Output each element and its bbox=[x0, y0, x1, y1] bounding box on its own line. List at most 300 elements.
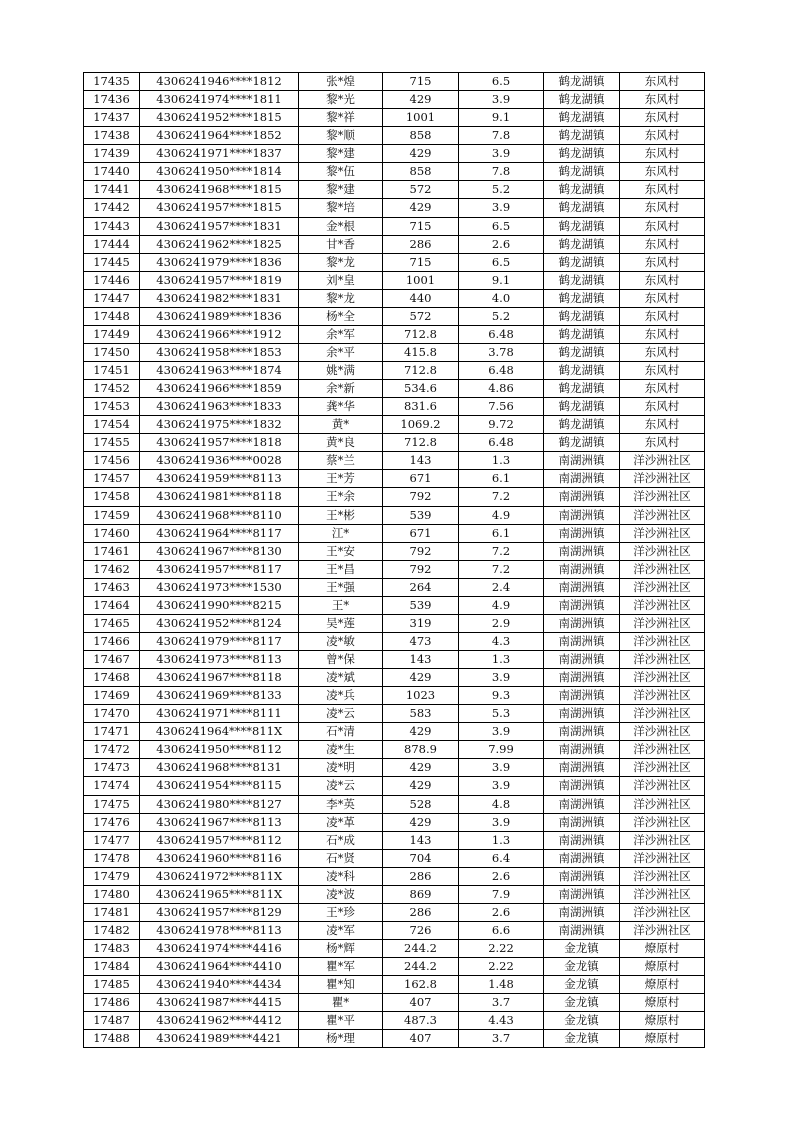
amount-cell: 319 bbox=[383, 614, 459, 632]
town-cell: 南湖洲镇 bbox=[544, 542, 620, 560]
name-cell: 姚*满 bbox=[299, 362, 383, 380]
serial-number-cell: 17451 bbox=[84, 362, 140, 380]
amount-cell: 407 bbox=[383, 994, 459, 1012]
area-cell: 7.2 bbox=[459, 542, 544, 560]
village-cell: 洋沙洲社区 bbox=[620, 651, 705, 669]
area-cell: 2.6 bbox=[459, 903, 544, 921]
name-cell: 凌*兵 bbox=[299, 687, 383, 705]
serial-number-cell: 17452 bbox=[84, 380, 140, 398]
village-cell: 东风村 bbox=[620, 91, 705, 109]
area-cell: 3.7 bbox=[459, 994, 544, 1012]
serial-number-cell: 17488 bbox=[84, 1030, 140, 1048]
serial-number-cell: 17481 bbox=[84, 903, 140, 921]
area-cell: 6.48 bbox=[459, 325, 544, 343]
area-cell: 4.9 bbox=[459, 506, 544, 524]
name-cell: 黎*建 bbox=[299, 181, 383, 199]
table-row bbox=[84, 560, 705, 578]
village-cell: 燎原村 bbox=[620, 958, 705, 976]
village-cell: 东风村 bbox=[620, 416, 705, 434]
table-row bbox=[84, 127, 705, 145]
id-number-cell: 4306241963****1833 bbox=[140, 398, 299, 416]
table-row bbox=[84, 578, 705, 596]
name-cell: 吴*莲 bbox=[299, 614, 383, 632]
serial-number-cell: 17485 bbox=[84, 976, 140, 994]
table-row bbox=[84, 163, 705, 181]
amount-cell: 583 bbox=[383, 705, 459, 723]
serial-number-cell: 17461 bbox=[84, 542, 140, 560]
table-row bbox=[84, 903, 705, 921]
name-cell: 凌*明 bbox=[299, 759, 383, 777]
village-cell: 燎原村 bbox=[620, 1030, 705, 1048]
amount-cell: 1023 bbox=[383, 687, 459, 705]
amount-cell: 487.3 bbox=[383, 1012, 459, 1030]
serial-number-cell: 17475 bbox=[84, 795, 140, 813]
table-row bbox=[84, 199, 705, 217]
town-cell: 鹤龙湖镇 bbox=[544, 163, 620, 181]
serial-number-cell: 17453 bbox=[84, 398, 140, 416]
town-cell: 鹤龙湖镇 bbox=[544, 307, 620, 325]
serial-number-cell: 17466 bbox=[84, 632, 140, 650]
area-cell: 7.99 bbox=[459, 741, 544, 759]
table-row bbox=[84, 307, 705, 325]
name-cell: 凌*科 bbox=[299, 867, 383, 885]
name-cell: 凌*斌 bbox=[299, 669, 383, 687]
serial-number-cell: 17460 bbox=[84, 524, 140, 542]
serial-number-cell: 17469 bbox=[84, 687, 140, 705]
name-cell: 余*新 bbox=[299, 380, 383, 398]
area-cell: 4.8 bbox=[459, 795, 544, 813]
village-cell: 洋沙洲社区 bbox=[620, 867, 705, 885]
town-cell: 南湖洲镇 bbox=[544, 921, 620, 939]
name-cell: 黄* bbox=[299, 416, 383, 434]
area-cell: 7.8 bbox=[459, 127, 544, 145]
table-row bbox=[84, 91, 705, 109]
town-cell: 鹤龙湖镇 bbox=[544, 91, 620, 109]
name-cell: 杨*全 bbox=[299, 307, 383, 325]
table-row bbox=[84, 596, 705, 614]
area-cell: 6.5 bbox=[459, 73, 544, 91]
village-cell: 东风村 bbox=[620, 109, 705, 127]
amount-cell: 1069.2 bbox=[383, 416, 459, 434]
id-number-cell: 4306241979****1836 bbox=[140, 253, 299, 271]
amount-cell: 429 bbox=[383, 723, 459, 741]
serial-number-cell: 17465 bbox=[84, 614, 140, 632]
table-row bbox=[84, 470, 705, 488]
amount-cell: 429 bbox=[383, 199, 459, 217]
serial-number-cell: 17449 bbox=[84, 325, 140, 343]
amount-cell: 726 bbox=[383, 921, 459, 939]
town-cell: 南湖洲镇 bbox=[544, 651, 620, 669]
name-cell: 刘*皇 bbox=[299, 271, 383, 289]
table-row bbox=[84, 362, 705, 380]
table-row bbox=[84, 741, 705, 759]
name-cell: 石*成 bbox=[299, 831, 383, 849]
name-cell: 杨*辉 bbox=[299, 940, 383, 958]
name-cell: 余*军 bbox=[299, 325, 383, 343]
id-number-cell: 4306241952****8124 bbox=[140, 614, 299, 632]
table-row bbox=[84, 542, 705, 560]
village-cell: 东风村 bbox=[620, 434, 705, 452]
town-cell: 鹤龙湖镇 bbox=[544, 145, 620, 163]
id-number-cell: 4306241987****4415 bbox=[140, 994, 299, 1012]
area-cell: 6.4 bbox=[459, 849, 544, 867]
id-number-cell: 4306241968****8131 bbox=[140, 759, 299, 777]
amount-cell: 715 bbox=[383, 73, 459, 91]
area-cell: 3.9 bbox=[459, 777, 544, 795]
id-number-cell: 4306241962****4412 bbox=[140, 1012, 299, 1030]
table-row bbox=[84, 687, 705, 705]
village-cell: 洋沙洲社区 bbox=[620, 614, 705, 632]
village-cell: 东风村 bbox=[620, 362, 705, 380]
town-cell: 南湖洲镇 bbox=[544, 470, 620, 488]
serial-number-cell: 17450 bbox=[84, 343, 140, 361]
id-number-cell: 4306241965****811X bbox=[140, 885, 299, 903]
amount-cell: 429 bbox=[383, 813, 459, 831]
amount-cell: 715 bbox=[383, 253, 459, 271]
name-cell: 黎*龙 bbox=[299, 253, 383, 271]
town-cell: 南湖洲镇 bbox=[544, 723, 620, 741]
village-cell: 东风村 bbox=[620, 380, 705, 398]
table-row bbox=[84, 759, 705, 777]
area-cell: 7.9 bbox=[459, 885, 544, 903]
id-number-cell: 4306241946****1812 bbox=[140, 73, 299, 91]
table-row bbox=[84, 506, 705, 524]
amount-cell: 534.6 bbox=[383, 380, 459, 398]
town-cell: 金龙镇 bbox=[544, 958, 620, 976]
serial-number-cell: 17438 bbox=[84, 127, 140, 145]
id-number-cell: 4306241957****1831 bbox=[140, 217, 299, 235]
name-cell: 王*余 bbox=[299, 488, 383, 506]
amount-cell: 286 bbox=[383, 903, 459, 921]
town-cell: 南湖洲镇 bbox=[544, 831, 620, 849]
town-cell: 鹤龙湖镇 bbox=[544, 181, 620, 199]
town-cell: 南湖洲镇 bbox=[544, 614, 620, 632]
name-cell: 龚*华 bbox=[299, 398, 383, 416]
name-cell: 王*安 bbox=[299, 542, 383, 560]
village-cell: 洋沙洲社区 bbox=[620, 542, 705, 560]
name-cell: 瞿*知 bbox=[299, 976, 383, 994]
serial-number-cell: 17470 bbox=[84, 705, 140, 723]
serial-number-cell: 17447 bbox=[84, 289, 140, 307]
village-cell: 洋沙洲社区 bbox=[620, 578, 705, 596]
serial-number-cell: 17440 bbox=[84, 163, 140, 181]
town-cell: 南湖洲镇 bbox=[544, 488, 620, 506]
village-cell: 东风村 bbox=[620, 289, 705, 307]
village-cell: 洋沙洲社区 bbox=[620, 849, 705, 867]
serial-number-cell: 17471 bbox=[84, 723, 140, 741]
amount-cell: 671 bbox=[383, 524, 459, 542]
village-cell: 洋沙洲社区 bbox=[620, 560, 705, 578]
amount-cell: 162.8 bbox=[383, 976, 459, 994]
amount-cell: 429 bbox=[383, 145, 459, 163]
serial-number-cell: 17441 bbox=[84, 181, 140, 199]
area-cell: 2.22 bbox=[459, 958, 544, 976]
village-cell: 东风村 bbox=[620, 325, 705, 343]
town-cell: 鹤龙湖镇 bbox=[544, 109, 620, 127]
town-cell: 南湖洲镇 bbox=[544, 867, 620, 885]
id-number-cell: 4306241974****1811 bbox=[140, 91, 299, 109]
id-number-cell: 4306241974****4416 bbox=[140, 940, 299, 958]
records-table-body bbox=[84, 73, 705, 1048]
area-cell: 9.3 bbox=[459, 687, 544, 705]
town-cell: 南湖洲镇 bbox=[544, 705, 620, 723]
area-cell: 4.43 bbox=[459, 1012, 544, 1030]
town-cell: 鹤龙湖镇 bbox=[544, 325, 620, 343]
table-row bbox=[84, 940, 705, 958]
table-row bbox=[84, 325, 705, 343]
town-cell: 金龙镇 bbox=[544, 1012, 620, 1030]
area-cell: 5.2 bbox=[459, 307, 544, 325]
amount-cell: 858 bbox=[383, 127, 459, 145]
table-row bbox=[84, 73, 705, 91]
area-cell: 6.1 bbox=[459, 524, 544, 542]
village-cell: 燎原村 bbox=[620, 994, 705, 1012]
village-cell: 洋沙洲社区 bbox=[620, 759, 705, 777]
area-cell: 2.6 bbox=[459, 867, 544, 885]
name-cell: 石*贤 bbox=[299, 849, 383, 867]
village-cell: 东风村 bbox=[620, 127, 705, 145]
table-row bbox=[84, 958, 705, 976]
id-number-cell: 4306241973****8113 bbox=[140, 651, 299, 669]
town-cell: 金龙镇 bbox=[544, 976, 620, 994]
serial-number-cell: 17448 bbox=[84, 307, 140, 325]
town-cell: 鹤龙湖镇 bbox=[544, 127, 620, 145]
amount-cell: 712.8 bbox=[383, 362, 459, 380]
id-number-cell: 4306241989****1836 bbox=[140, 307, 299, 325]
name-cell: 甘*香 bbox=[299, 235, 383, 253]
village-cell: 洋沙洲社区 bbox=[620, 470, 705, 488]
id-number-cell: 4306241957****8129 bbox=[140, 903, 299, 921]
serial-number-cell: 17464 bbox=[84, 596, 140, 614]
name-cell: 凌*云 bbox=[299, 777, 383, 795]
id-number-cell: 4306241978****8113 bbox=[140, 921, 299, 939]
amount-cell: 244.2 bbox=[383, 940, 459, 958]
town-cell: 南湖洲镇 bbox=[544, 849, 620, 867]
name-cell: 王*强 bbox=[299, 578, 383, 596]
village-cell: 燎原村 bbox=[620, 1012, 705, 1030]
village-cell: 洋沙洲社区 bbox=[620, 452, 705, 470]
village-cell: 燎原村 bbox=[620, 976, 705, 994]
serial-number-cell: 17473 bbox=[84, 759, 140, 777]
serial-number-cell: 17446 bbox=[84, 271, 140, 289]
amount-cell: 712.8 bbox=[383, 434, 459, 452]
town-cell: 南湖洲镇 bbox=[544, 452, 620, 470]
village-cell: 东风村 bbox=[620, 217, 705, 235]
id-number-cell: 4306241957****1815 bbox=[140, 199, 299, 217]
serial-number-cell: 17445 bbox=[84, 253, 140, 271]
amount-cell: 572 bbox=[383, 307, 459, 325]
town-cell: 南湖洲镇 bbox=[544, 687, 620, 705]
name-cell: 江* bbox=[299, 524, 383, 542]
id-number-cell: 4306241979****8117 bbox=[140, 632, 299, 650]
village-cell: 洋沙洲社区 bbox=[620, 723, 705, 741]
amount-cell: 264 bbox=[383, 578, 459, 596]
amount-cell: 143 bbox=[383, 452, 459, 470]
town-cell: 鹤龙湖镇 bbox=[544, 343, 620, 361]
serial-number-cell: 17462 bbox=[84, 560, 140, 578]
amount-cell: 1001 bbox=[383, 109, 459, 127]
town-cell: 南湖洲镇 bbox=[544, 560, 620, 578]
amount-cell: 572 bbox=[383, 181, 459, 199]
id-number-cell: 4306241936****0028 bbox=[140, 452, 299, 470]
name-cell: 黎*建 bbox=[299, 145, 383, 163]
name-cell: 黎*龙 bbox=[299, 289, 383, 307]
village-cell: 东风村 bbox=[620, 199, 705, 217]
amount-cell: 878.9 bbox=[383, 741, 459, 759]
area-cell: 3.9 bbox=[459, 813, 544, 831]
area-cell: 3.9 bbox=[459, 759, 544, 777]
amount-cell: 869 bbox=[383, 885, 459, 903]
amount-cell: 712.8 bbox=[383, 325, 459, 343]
name-cell: 瞿* bbox=[299, 994, 383, 1012]
table-row bbox=[84, 976, 705, 994]
area-cell: 2.6 bbox=[459, 235, 544, 253]
village-cell: 洋沙洲社区 bbox=[620, 777, 705, 795]
table-row bbox=[84, 1030, 705, 1048]
serial-number-cell: 17455 bbox=[84, 434, 140, 452]
area-cell: 3.7 bbox=[459, 1030, 544, 1048]
town-cell: 鹤龙湖镇 bbox=[544, 271, 620, 289]
id-number-cell: 4306241990****8215 bbox=[140, 596, 299, 614]
area-cell: 3.9 bbox=[459, 91, 544, 109]
id-number-cell: 4306241958****1853 bbox=[140, 343, 299, 361]
town-cell: 鹤龙湖镇 bbox=[544, 362, 620, 380]
table-row bbox=[84, 885, 705, 903]
id-number-cell: 4306241969****8133 bbox=[140, 687, 299, 705]
area-cell: 5.3 bbox=[459, 705, 544, 723]
town-cell: 鹤龙湖镇 bbox=[544, 235, 620, 253]
table-row bbox=[84, 669, 705, 687]
amount-cell: 407 bbox=[383, 1030, 459, 1048]
town-cell: 南湖洲镇 bbox=[544, 777, 620, 795]
table-row bbox=[84, 271, 705, 289]
town-cell: 南湖洲镇 bbox=[544, 669, 620, 687]
town-cell: 南湖洲镇 bbox=[544, 885, 620, 903]
id-number-cell: 4306241968****8110 bbox=[140, 506, 299, 524]
serial-number-cell: 17443 bbox=[84, 217, 140, 235]
town-cell: 鹤龙湖镇 bbox=[544, 253, 620, 271]
id-number-cell: 4306241968****1815 bbox=[140, 181, 299, 199]
name-cell: 曾*保 bbox=[299, 651, 383, 669]
village-cell: 洋沙洲社区 bbox=[620, 687, 705, 705]
town-cell: 鹤龙湖镇 bbox=[544, 199, 620, 217]
id-number-cell: 4306241940****4434 bbox=[140, 976, 299, 994]
name-cell: 凌*波 bbox=[299, 885, 383, 903]
town-cell: 鹤龙湖镇 bbox=[544, 73, 620, 91]
town-cell: 鹤龙湖镇 bbox=[544, 289, 620, 307]
village-cell: 东风村 bbox=[620, 271, 705, 289]
serial-number-cell: 17439 bbox=[84, 145, 140, 163]
amount-cell: 792 bbox=[383, 488, 459, 506]
town-cell: 南湖洲镇 bbox=[544, 903, 620, 921]
table-row bbox=[84, 705, 705, 723]
name-cell: 黎*光 bbox=[299, 91, 383, 109]
area-cell: 7.2 bbox=[459, 488, 544, 506]
id-number-cell: 4306241954****8115 bbox=[140, 777, 299, 795]
town-cell: 金龙镇 bbox=[544, 1030, 620, 1048]
name-cell: 王*芳 bbox=[299, 470, 383, 488]
table-row bbox=[84, 145, 705, 163]
name-cell: 黎*伍 bbox=[299, 163, 383, 181]
amount-cell: 429 bbox=[383, 759, 459, 777]
table-row bbox=[84, 380, 705, 398]
town-cell: 南湖洲镇 bbox=[544, 632, 620, 650]
amount-cell: 792 bbox=[383, 542, 459, 560]
records-table bbox=[83, 72, 705, 1048]
serial-number-cell: 17474 bbox=[84, 777, 140, 795]
id-number-cell: 4306241964****811X bbox=[140, 723, 299, 741]
area-cell: 1.3 bbox=[459, 452, 544, 470]
id-number-cell: 4306241973****1530 bbox=[140, 578, 299, 596]
area-cell: 6.6 bbox=[459, 921, 544, 939]
area-cell: 2.4 bbox=[459, 578, 544, 596]
serial-number-cell: 17486 bbox=[84, 994, 140, 1012]
id-number-cell: 4306241960****8116 bbox=[140, 849, 299, 867]
village-cell: 东风村 bbox=[620, 398, 705, 416]
serial-number-cell: 17454 bbox=[84, 416, 140, 434]
amount-cell: 143 bbox=[383, 831, 459, 849]
name-cell: 杨*理 bbox=[299, 1030, 383, 1048]
village-cell: 东风村 bbox=[620, 253, 705, 271]
table-row bbox=[84, 994, 705, 1012]
area-cell: 6.1 bbox=[459, 470, 544, 488]
town-cell: 南湖洲镇 bbox=[544, 524, 620, 542]
serial-number-cell: 17483 bbox=[84, 940, 140, 958]
serial-number-cell: 17458 bbox=[84, 488, 140, 506]
area-cell: 3.9 bbox=[459, 145, 544, 163]
name-cell: 凌*云 bbox=[299, 705, 383, 723]
amount-cell: 715 bbox=[383, 217, 459, 235]
serial-number-cell: 17435 bbox=[84, 73, 140, 91]
id-number-cell: 4306241967****8118 bbox=[140, 669, 299, 687]
town-cell: 鹤龙湖镇 bbox=[544, 416, 620, 434]
village-cell: 洋沙洲社区 bbox=[620, 831, 705, 849]
name-cell: 凌*革 bbox=[299, 813, 383, 831]
id-number-cell: 4306241957****1818 bbox=[140, 434, 299, 452]
serial-number-cell: 17437 bbox=[84, 109, 140, 127]
id-number-cell: 4306241980****8127 bbox=[140, 795, 299, 813]
id-number-cell: 4306241972****811X bbox=[140, 867, 299, 885]
name-cell: 余*平 bbox=[299, 343, 383, 361]
area-cell: 4.3 bbox=[459, 632, 544, 650]
amount-cell: 429 bbox=[383, 91, 459, 109]
name-cell: 石*清 bbox=[299, 723, 383, 741]
amount-cell: 429 bbox=[383, 669, 459, 687]
area-cell: 7.56 bbox=[459, 398, 544, 416]
serial-number-cell: 17484 bbox=[84, 958, 140, 976]
name-cell: 王*珍 bbox=[299, 903, 383, 921]
id-number-cell: 4306241966****1859 bbox=[140, 380, 299, 398]
village-cell: 东风村 bbox=[620, 307, 705, 325]
area-cell: 9.1 bbox=[459, 109, 544, 127]
name-cell: 王*昌 bbox=[299, 560, 383, 578]
id-number-cell: 4306241959****8113 bbox=[140, 470, 299, 488]
name-cell: 黎*培 bbox=[299, 199, 383, 217]
village-cell: 燎原村 bbox=[620, 940, 705, 958]
table-row bbox=[84, 343, 705, 361]
amount-cell: 671 bbox=[383, 470, 459, 488]
id-number-cell: 4306241952****1815 bbox=[140, 109, 299, 127]
serial-number-cell: 17476 bbox=[84, 813, 140, 831]
table-row bbox=[84, 488, 705, 506]
table-row bbox=[84, 651, 705, 669]
id-number-cell: 4306241971****1837 bbox=[140, 145, 299, 163]
area-cell: 9.72 bbox=[459, 416, 544, 434]
table-row bbox=[84, 434, 705, 452]
name-cell: 张*煌 bbox=[299, 73, 383, 91]
area-cell: 1.3 bbox=[459, 651, 544, 669]
amount-cell: 831.6 bbox=[383, 398, 459, 416]
